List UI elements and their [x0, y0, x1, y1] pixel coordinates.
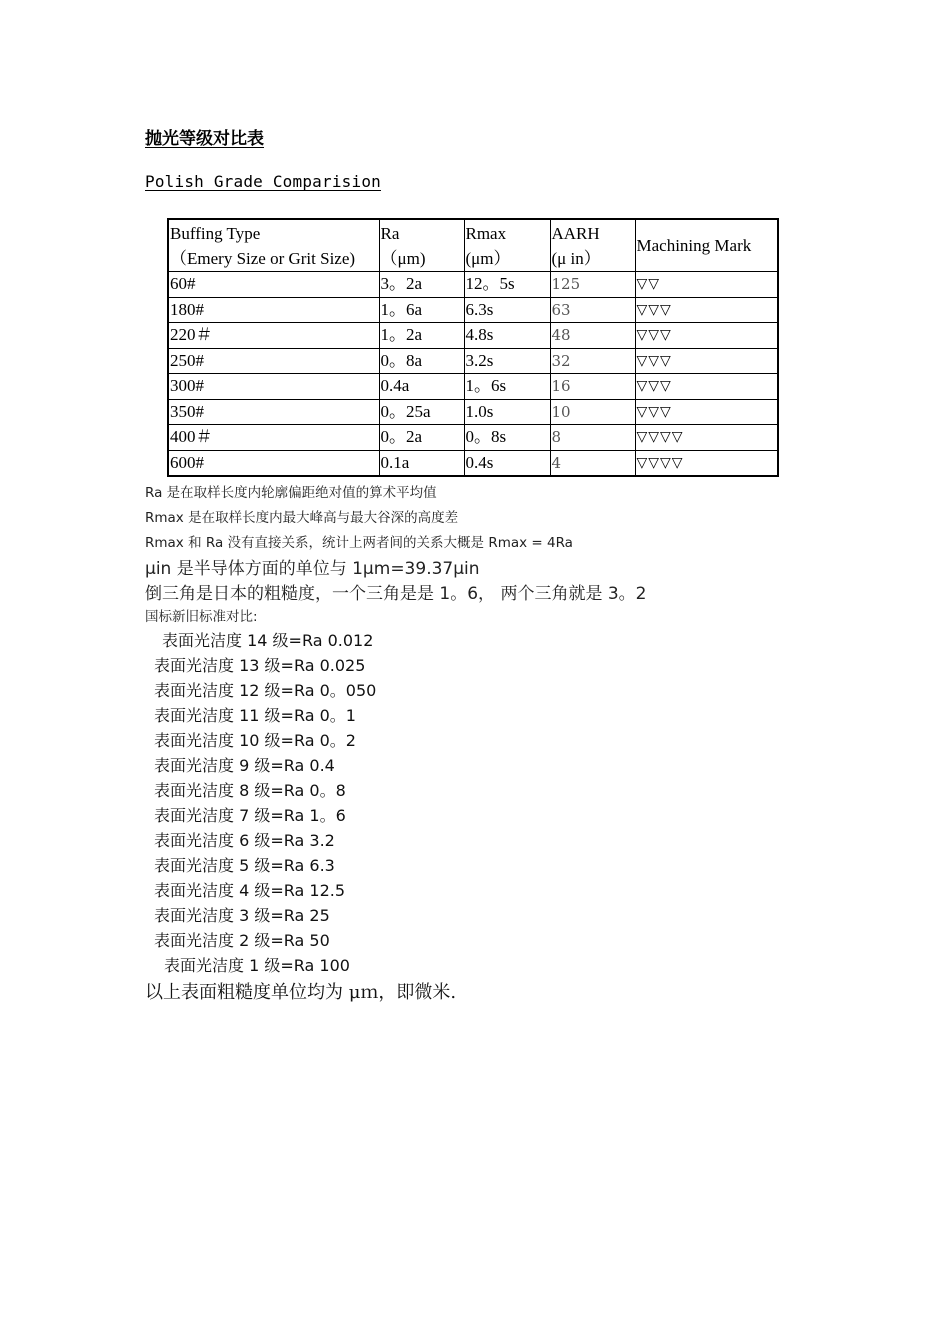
- header-machining-mark: Machining Mark: [635, 219, 778, 272]
- header-buffing-line1: Buffing Type: [170, 223, 261, 243]
- cell-aarh: 16: [550, 374, 635, 400]
- table-row: [168, 323, 778, 349]
- header-ra: [379, 219, 464, 272]
- cell-rmax: 4.8s: [464, 323, 550, 349]
- header-buffing-type: [168, 219, 379, 272]
- note-rmax-definition: Rmax 是在取样长度内最大峰高与最大谷深的高度差: [145, 510, 459, 526]
- cell-aarh: 63: [550, 297, 635, 323]
- cell-buffing: 180#: [168, 297, 379, 323]
- cell-aarh: 8: [550, 425, 635, 451]
- cell-buffing: 400＃: [168, 425, 379, 451]
- cell-ra: 0.4a: [379, 374, 464, 400]
- list-item: 表面光洁度 14 级=Ra 0.012: [162, 631, 374, 650]
- polish-grade-table: [167, 218, 779, 477]
- cell-ra: 0。8a: [379, 348, 464, 374]
- header-ra-line2: （μm): [380, 248, 426, 268]
- cell-buffing: 350#: [168, 399, 379, 425]
- cell-mark: ▽▽: [635, 272, 778, 298]
- cell-buffing: 220＃: [168, 323, 379, 349]
- cell-ra: 0。2a: [379, 425, 464, 451]
- note-relation: Rmax 和 Ra 没有直接关系，统计上两者间的关系大概是 Rmax = 4Ra: [145, 535, 573, 551]
- list-item: 表面光洁度 6 级=Ra 3.2: [154, 831, 335, 850]
- cell-mark: ▽▽▽: [635, 323, 778, 349]
- header-aarh: [550, 219, 635, 272]
- table-row: [168, 399, 778, 425]
- header-rmax: [464, 219, 550, 272]
- cell-buffing: 250#: [168, 348, 379, 374]
- table-row: [168, 425, 778, 451]
- cell-mark: ▽▽▽: [635, 374, 778, 400]
- list-item: 表面光洁度 4 级=Ra 12.5: [154, 881, 346, 900]
- list-item: 表面光洁度 8 级=Ra 0。8: [154, 781, 346, 800]
- cell-ra: 0。25a: [379, 399, 464, 425]
- list-item: 表面光洁度 5 级=Ra 6.3: [154, 856, 335, 875]
- table-row: [168, 272, 778, 298]
- list-item: 表面光洁度 12 级=Ra 0。050: [154, 681, 377, 700]
- cell-mark: ▽▽▽: [635, 297, 778, 323]
- note-triangle: 倒三角是日本的粗糙度，一个三角是是 1。6， 两个三角就是 3。2: [145, 584, 647, 604]
- list-item: 表面光洁度 11 级=Ra 0。1: [154, 706, 356, 725]
- table-row: [168, 348, 778, 374]
- cell-rmax: 0。8s: [464, 425, 550, 451]
- cell-mark: ▽▽▽▽: [635, 425, 778, 451]
- table-header-row: [168, 219, 778, 272]
- conclusion-text: 以上表面粗糙度单位均为 μｍ，即微米.: [145, 982, 457, 1003]
- header-aarh-line2: (μ in）: [551, 248, 601, 268]
- table-row: [168, 297, 778, 323]
- cell-aarh: 10: [550, 399, 635, 425]
- header-rmax-line1: Rmax: [465, 223, 507, 243]
- list-item: 表面光洁度 13 级=Ra 0.025: [154, 656, 366, 675]
- cell-rmax: 3.2s: [464, 348, 550, 374]
- table-row: [168, 450, 778, 476]
- cell-aarh: 32: [550, 348, 635, 374]
- cell-rmax: 1.0s: [464, 399, 550, 425]
- header-ra-line1: Ra: [380, 223, 400, 243]
- list-item: 表面光洁度 1 级=Ra 100: [164, 956, 350, 975]
- cell-ra: 3。2a: [379, 272, 464, 298]
- list-item: 表面光洁度 2 级=Ra 50: [154, 931, 330, 950]
- cell-aarh: 48: [550, 323, 635, 349]
- cell-rmax: 12。5s: [464, 272, 550, 298]
- cell-aarh: 125: [550, 272, 635, 298]
- list-item: 表面光洁度 10 级=Ra 0。2: [154, 731, 356, 750]
- table-row: [168, 374, 778, 400]
- cell-rmax: 0.4s: [464, 450, 550, 476]
- note-uin: μin 是半导体方面的单位与 1μm=39.37μin: [145, 559, 480, 579]
- chinese-title: 抛光等级对比表: [145, 129, 264, 149]
- cell-ra: 0.1a: [379, 450, 464, 476]
- cell-buffing: 300#: [168, 374, 379, 400]
- header-aarh-line1: AARH: [551, 223, 600, 243]
- cell-mark: ▽▽▽: [635, 348, 778, 374]
- cell-buffing: 600#: [168, 450, 379, 476]
- header-buffing-line2: （Emery Size or Grit Size): [170, 248, 356, 268]
- cell-rmax: 6.3s: [464, 297, 550, 323]
- list-item: 表面光洁度 7 级=Ra 1。6: [154, 806, 346, 825]
- cell-rmax: 1。6s: [464, 374, 550, 400]
- cell-buffing: 60#: [168, 272, 379, 298]
- english-title: Polish Grade Comparision: [145, 172, 381, 191]
- list-item: 表面光洁度 3 级=Ra 25: [154, 906, 330, 925]
- note-ra-definition: Ra 是在取样长度内轮廓偏距绝对值的算术平均值: [145, 485, 437, 501]
- cell-mark: ▽▽▽▽: [635, 450, 778, 476]
- cell-mark: ▽▽▽: [635, 399, 778, 425]
- cell-aarh: 4: [550, 450, 635, 476]
- list-item: 表面光洁度 9 级=Ra 0.4: [154, 756, 335, 775]
- header-rmax-line2: (μm）: [465, 248, 511, 268]
- standards-heading: 国标新旧标准对比:: [145, 609, 258, 625]
- cell-ra: 1。2a: [379, 323, 464, 349]
- cell-ra: 1。6a: [379, 297, 464, 323]
